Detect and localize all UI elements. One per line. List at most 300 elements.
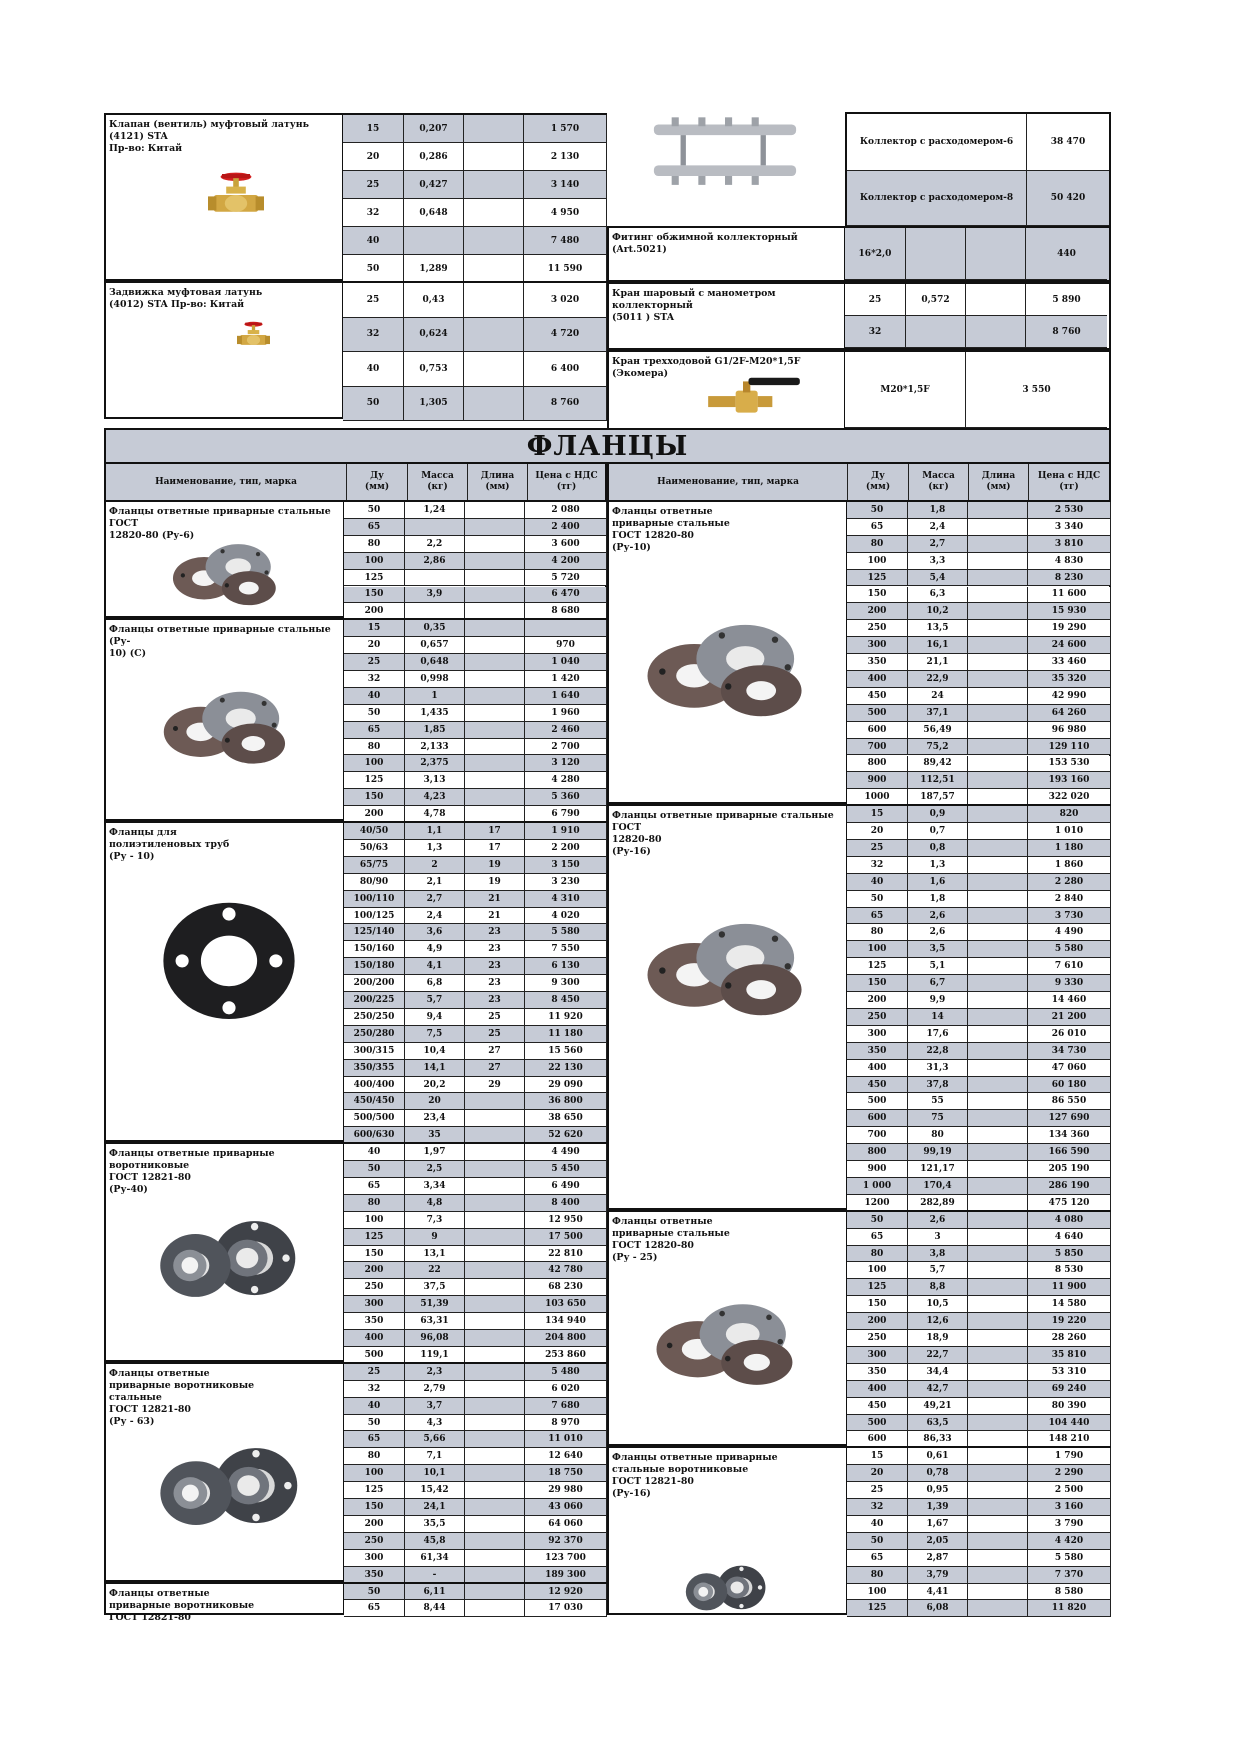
price-cell: 5 360 (525, 789, 607, 806)
du-cell: 65 (847, 1229, 908, 1246)
du-cell: 700 (847, 1127, 908, 1144)
mass-cell: 1,24 (405, 502, 465, 519)
price-cell: 12 950 (525, 1212, 607, 1229)
du-cell: 600/630 (344, 1127, 405, 1144)
du-cell: 15 (344, 620, 405, 637)
du-cell: 32 (343, 318, 404, 353)
mass-cell: 0,95 (908, 1482, 968, 1499)
length-cell (465, 1110, 525, 1127)
mass-cell: 6,7 (908, 975, 968, 992)
price-cell: 33 460 (1028, 654, 1111, 671)
mass-cell: 2,7 (908, 536, 968, 553)
price-cell (525, 620, 607, 637)
fitting-row (607, 226, 1111, 282)
length-cell (968, 924, 1028, 941)
mass-cell: 17,6 (908, 1026, 968, 1043)
price-cell: 12 640 (525, 1448, 607, 1465)
mass-cell: 2,6 (908, 1212, 968, 1229)
price-cell: 8 450 (525, 992, 607, 1009)
price-cell: 4 200 (525, 553, 607, 570)
du-cell: 40 (847, 874, 908, 891)
price-cell: 68 230 (525, 1279, 607, 1296)
length-cell (465, 1178, 525, 1195)
header-left-du: Ду (мм) (347, 464, 408, 500)
price-cell: 123 700 (525, 1550, 607, 1567)
length-cell (968, 688, 1028, 705)
price-cell: 475 120 (1028, 1195, 1111, 1212)
price-cell: 42 990 (1028, 688, 1111, 705)
length-cell (968, 1212, 1028, 1229)
mass-cell: 5,1 (908, 958, 968, 975)
price-cell: 1 790 (1028, 1448, 1111, 1465)
price-cell: 322 020 (1028, 789, 1111, 806)
length-cell (465, 1364, 525, 1381)
price-cell: 134 940 (525, 1313, 607, 1330)
mass-cell: 56,49 (908, 722, 968, 739)
product-name-cell (607, 1210, 847, 1447)
mass-cell: 22,9 (908, 671, 968, 688)
length-cell (968, 637, 1028, 654)
length-cell (968, 722, 1028, 739)
price-cell: 5 890 (1026, 284, 1107, 316)
du-cell: 200 (344, 806, 405, 823)
product-name-cell (104, 500, 344, 618)
product-group (607, 1446, 1111, 1615)
length-cell (465, 536, 525, 553)
du-cell: 150 (344, 1499, 405, 1516)
du-cell: 150 (344, 789, 405, 806)
du-cell: 150 (344, 1246, 405, 1263)
price-cell: 3 810 (1028, 536, 1111, 553)
du-cell: 100 (344, 1465, 405, 1482)
length-cell (465, 519, 525, 536)
product-table (344, 1142, 607, 1362)
price-cell: 24 600 (1028, 637, 1111, 654)
mass-cell: 1,305 (404, 387, 464, 422)
du-cell: 200 (847, 992, 908, 1009)
product-name-cell (607, 804, 847, 1210)
section-title: ФЛАНЦЫ (104, 428, 1111, 464)
mass-cell: 5,66 (405, 1431, 465, 1448)
product-name: Фланцы ответные приварные стальные ГОСТ 12820-80 (Ру-6) (109, 506, 331, 541)
price-cell: 11 920 (525, 1009, 607, 1026)
length-cell (465, 570, 525, 587)
du-cell: 250 (847, 1009, 908, 1026)
mass-cell: 4,23 (405, 789, 465, 806)
price-cell: 2 840 (1028, 891, 1111, 908)
mass-cell: 2,1 (405, 874, 465, 891)
price-cell: 189 300 (525, 1567, 607, 1584)
length-cell (968, 1364, 1028, 1381)
du-cell: 50 (344, 1415, 405, 1432)
mass-cell: 13,1 (405, 1246, 465, 1263)
product-table (343, 113, 607, 281)
length-cell: 23 (465, 992, 525, 1009)
mass-cell: 21,1 (908, 654, 968, 671)
mass-cell: 34,4 (908, 1364, 968, 1381)
price-cell: 5 580 (1028, 941, 1111, 958)
product-table (847, 1446, 1111, 1615)
du-cell: 350 (344, 1313, 405, 1330)
length-cell (465, 1229, 525, 1246)
price-cell: 820 (1028, 806, 1111, 823)
du-cell: 100/110 (344, 891, 405, 908)
du-cell: 50 (344, 1161, 405, 1178)
price-cell: 3 230 (525, 874, 607, 891)
du-cell: 20 (847, 1465, 908, 1482)
du-cell: 80/90 (344, 874, 405, 891)
mass-cell: 3,5 (908, 941, 968, 958)
du-cell: 500 (847, 1415, 908, 1432)
mass-cell: 42,7 (908, 1381, 968, 1398)
mass-cell: 9,4 (405, 1009, 465, 1026)
du-cell: 125 (344, 1482, 405, 1499)
du-cell: 25 (847, 840, 908, 857)
du-cell: 350 (847, 1043, 908, 1060)
length-cell (968, 1465, 1028, 1482)
price-cell: 193 160 (1028, 772, 1111, 789)
price-cell: 11 590 (524, 255, 607, 283)
price-cell: 4 080 (1028, 1212, 1111, 1229)
ball-valve-row (607, 282, 1111, 350)
length-cell (968, 891, 1028, 908)
product-table (847, 500, 1111, 804)
price-cell: 204 800 (525, 1330, 607, 1347)
mass-cell: 2,133 (405, 739, 465, 756)
price-cell: 134 360 (1028, 1127, 1111, 1144)
mass-cell: 10,5 (908, 1296, 968, 1313)
price-cell: 8 230 (1028, 570, 1111, 587)
price-cell: 8 530 (1028, 1262, 1111, 1279)
mass-cell: 10,1 (405, 1465, 465, 1482)
length-cell (465, 1212, 525, 1229)
length-cell (465, 587, 525, 604)
mass-cell: 5,7 (908, 1262, 968, 1279)
length-cell (464, 387, 524, 422)
length-cell (465, 1279, 525, 1296)
du-cell: 125 (847, 1279, 908, 1296)
mass-cell: 86,33 (908, 1431, 968, 1448)
mass-cell: 61,34 (405, 1550, 465, 1567)
price-cell: 5 450 (525, 1161, 607, 1178)
du-cell: 50 (847, 1533, 908, 1550)
product-group (104, 113, 607, 281)
collector-box (845, 112, 1111, 226)
mass-cell: 1 (405, 688, 465, 705)
price-cell: 3 160 (1028, 1499, 1111, 1516)
mass-cell: 10,2 (908, 603, 968, 620)
du-cell: 200 (847, 1313, 908, 1330)
price-cell: 4 490 (525, 1144, 607, 1161)
product-name: Фланцы ответные приварные стальные воротниковые ГОСТ 12821-80 (Ру-16) (612, 1452, 778, 1500)
price-cell: 153 530 (1028, 756, 1111, 773)
du-cell: 80 (847, 536, 908, 553)
product-table (847, 804, 1111, 1210)
mass-cell: 6,11 (405, 1584, 465, 1601)
price-cell: 8 680 (525, 603, 607, 620)
price-cell: 7 480 (524, 227, 607, 255)
mass-cell: 4,9 (405, 941, 465, 958)
price-cell: 43 060 (525, 1499, 607, 1516)
length-cell (465, 1262, 525, 1279)
length-cell (465, 1246, 525, 1263)
length-cell (465, 789, 525, 806)
product-name-cell (104, 618, 344, 821)
mass-cell: 9,9 (908, 992, 968, 1009)
product-name-cell (104, 281, 343, 419)
du-cell: 32 (847, 1499, 908, 1516)
price-cell: 19 220 (1028, 1313, 1111, 1330)
product-group (104, 500, 607, 618)
three-way-table (845, 350, 1111, 430)
mass-cell: 20,2 (405, 1077, 465, 1094)
price-cell: 96 980 (1028, 722, 1111, 739)
price-cell: 4 490 (1028, 924, 1111, 941)
price-cell: 80 390 (1028, 1398, 1111, 1415)
product-name: Фланцы ответные приварные воротниковые стальные ГОСТ 12821-80 (Ру - 63) (109, 1367, 255, 1427)
du-cell: 150/160 (344, 941, 405, 958)
mass-cell: 22 (405, 1262, 465, 1279)
length-cell (464, 171, 524, 199)
product-group (104, 1582, 607, 1623)
mass-cell: 3,6 (405, 924, 465, 941)
length-cell: 17 (465, 823, 525, 840)
du-cell: 250/250 (344, 1009, 405, 1026)
mass-cell: 3,9 (405, 587, 465, 604)
du-cell: 65 (344, 519, 405, 536)
length-cell (968, 908, 1028, 925)
mass-cell: 1,85 (405, 722, 465, 739)
mass-cell: 2,4 (908, 519, 968, 536)
price-cell: 5 850 (1028, 1246, 1111, 1263)
length-cell (465, 1550, 525, 1567)
product-table (847, 1210, 1111, 1447)
mass-cell: 7,3 (405, 1212, 465, 1229)
fitting-name-cell (607, 226, 845, 282)
length-cell (968, 1567, 1028, 1584)
header-right (607, 462, 1111, 502)
mass-cell: 1,1 (405, 823, 465, 840)
length-cell: 27 (465, 1060, 525, 1077)
du-cell: 80 (847, 1567, 908, 1584)
price-cell: 1 040 (525, 654, 607, 671)
du-cell: 25 (344, 1364, 405, 1381)
ball-valve-name: Кран шаровый с манометром коллекторный (5011 ) STA (612, 288, 776, 323)
collector-label: Коллектор с расходомером-8 (847, 171, 1027, 226)
price-cell: 4 310 (525, 891, 607, 908)
du-cell: 65 (344, 1178, 405, 1195)
mass-cell: 3,13 (405, 772, 465, 789)
mass-cell: 55 (908, 1093, 968, 1110)
mass-cell: 63,5 (908, 1415, 968, 1432)
mass-cell: 24 (908, 688, 968, 705)
length-cell (968, 1077, 1028, 1094)
price-cell: 6 470 (525, 587, 607, 604)
length-cell (968, 1381, 1028, 1398)
length-cell (968, 1296, 1028, 1313)
price-cell: 26 010 (1028, 1026, 1111, 1043)
price-cell: 3 790 (1028, 1516, 1111, 1533)
product-group (607, 500, 1111, 804)
length-cell (465, 1415, 525, 1432)
length-cell: 23 (465, 958, 525, 975)
product-group (607, 1210, 1111, 1447)
mass-cell: 1,8 (908, 502, 968, 519)
du-cell: 40 (344, 1398, 405, 1415)
mass-cell: 10,4 (405, 1043, 465, 1060)
price-cell: 29 980 (525, 1482, 607, 1499)
price-cell: 3 140 (524, 171, 607, 199)
price-cell: 1 010 (1028, 823, 1111, 840)
length-cell (966, 284, 1026, 316)
length-cell (968, 840, 1028, 857)
du-cell: 125 (344, 772, 405, 789)
du-cell: 150 (344, 587, 405, 604)
mass-cell: 49,21 (908, 1398, 968, 1415)
price-cell: 2 400 (525, 519, 607, 536)
mass-cell: 63,31 (405, 1313, 465, 1330)
du-cell: 200 (847, 603, 908, 620)
mass-cell: 0,35 (405, 620, 465, 637)
price-cell: 28 260 (1028, 1330, 1111, 1347)
length-cell (464, 283, 524, 318)
length-cell: 23 (465, 924, 525, 941)
length-cell (968, 705, 1028, 722)
mass-cell: 119,1 (405, 1347, 465, 1364)
du-cell: 600 (847, 1431, 908, 1448)
du-cell: 700 (847, 739, 908, 756)
mass-cell: 0,624 (404, 318, 464, 353)
price-cell: 2 460 (525, 722, 607, 739)
mass-cell (404, 227, 464, 255)
du-cell: 350 (847, 654, 908, 671)
length-cell (968, 1516, 1028, 1533)
price-cell: 1 960 (525, 705, 607, 722)
price-cell: 148 210 (1028, 1431, 1111, 1448)
mass-cell: 1,3 (908, 857, 968, 874)
du-cell: 50 (847, 891, 908, 908)
price-cell: 8 760 (524, 387, 607, 422)
length-cell (465, 1465, 525, 1482)
du-cell: 65 (344, 1600, 405, 1617)
price-cell: 205 190 (1028, 1161, 1111, 1178)
length-cell (465, 1313, 525, 1330)
product-name-cell (104, 821, 344, 1142)
mass-cell: 96,08 (405, 1330, 465, 1347)
product-name: Фланцы ответные приварные воротниковые ГОСТ 12821-80 (Ру-40) (109, 1148, 275, 1196)
mass-cell: - (405, 1567, 465, 1584)
mass-cell: 45,8 (405, 1533, 465, 1550)
length-cell (968, 1279, 1028, 1296)
du-cell: 65 (344, 722, 405, 739)
du-cell: 900 (847, 772, 908, 789)
mass-cell: 0,7 (908, 823, 968, 840)
price-cell: 64 060 (525, 1516, 607, 1533)
price-cell: 127 690 (1028, 1110, 1111, 1127)
du-cell: 80 (344, 1195, 405, 1212)
du-cell: 500 (847, 705, 908, 722)
length-cell (465, 671, 525, 688)
price-cell: 1 910 (525, 823, 607, 840)
product-name: Фланцы ответные приварные стальные (Ру- 10) (С) (109, 624, 331, 660)
du-cell: 200/200 (344, 975, 405, 992)
ball-valve-name-cell (607, 282, 845, 350)
header-left-mass: Масса (кг) (408, 464, 468, 500)
price-cell: 6 400 (524, 352, 607, 387)
mass-cell: 3 (908, 1229, 968, 1246)
price-cell: 4 950 (524, 199, 607, 227)
length-cell (968, 519, 1028, 536)
mass-cell: 2,86 (405, 553, 465, 570)
fitting-price: 440 (1026, 228, 1107, 280)
length-cell (465, 722, 525, 739)
mass-cell: 2 (405, 857, 465, 874)
du-cell: 450/450 (344, 1093, 405, 1110)
du-cell: 40 (343, 227, 404, 255)
mass-cell: 37,8 (908, 1077, 968, 1094)
du-cell: 200/225 (344, 992, 405, 1009)
mass-cell: 2,79 (405, 1381, 465, 1398)
du-cell: 100 (847, 553, 908, 570)
du-cell: 125 (344, 570, 405, 587)
price-cell: 4 020 (525, 908, 607, 925)
du-cell: 100 (847, 1262, 908, 1279)
product-name: Фланцы ответные приварные воротниковые ГОСТ 12821-80 (109, 1587, 255, 1623)
mass-cell: 282,89 (908, 1195, 968, 1212)
du-cell: 250 (847, 1330, 908, 1347)
mass-cell: 2,6 (908, 908, 968, 925)
pe-flange-icon (154, 893, 304, 1025)
du-cell: 600 (847, 1110, 908, 1127)
product-group (104, 821, 607, 1142)
price-cell: 53 310 (1028, 1364, 1111, 1381)
mass-cell: 18,9 (908, 1330, 968, 1347)
length-cell (464, 255, 524, 283)
mass-cell: 8,8 (908, 1279, 968, 1296)
du-cell: 200 (344, 1262, 405, 1279)
mass-cell: 2,2 (405, 536, 465, 553)
price-cell: 15 930 (1028, 603, 1111, 620)
du-cell: 50 (343, 255, 404, 283)
three-way-price: 3 550 (966, 352, 1107, 428)
fitting-length (966, 228, 1026, 280)
length-cell: 23 (465, 975, 525, 992)
du-cell: 150/180 (344, 958, 405, 975)
du-cell: 65 (344, 1431, 405, 1448)
product-table (344, 821, 607, 1142)
product-name-cell (104, 1582, 344, 1623)
fitting-mass (906, 228, 966, 280)
price-cell: 3 340 (1028, 519, 1111, 536)
mass-cell: 37,1 (908, 705, 968, 722)
price-cell: 11 180 (525, 1026, 607, 1043)
header-right-length: Длина (мм) (969, 464, 1029, 500)
du-cell: 80 (847, 1246, 908, 1263)
length-cell (465, 1482, 525, 1499)
collar-flanges-icon (151, 1434, 301, 1539)
header-left (104, 462, 607, 502)
length-cell (465, 1161, 525, 1178)
du-cell: 350/355 (344, 1060, 405, 1077)
price-cell: 2 130 (524, 143, 607, 171)
length-cell (464, 199, 524, 227)
product-table (344, 1362, 607, 1582)
length-cell: 23 (465, 941, 525, 958)
steel-flanges-icon (142, 675, 306, 767)
three-way-valve-icon (699, 374, 809, 420)
price-cell: 2 200 (525, 840, 607, 857)
price-cell: 11 600 (1028, 587, 1111, 604)
